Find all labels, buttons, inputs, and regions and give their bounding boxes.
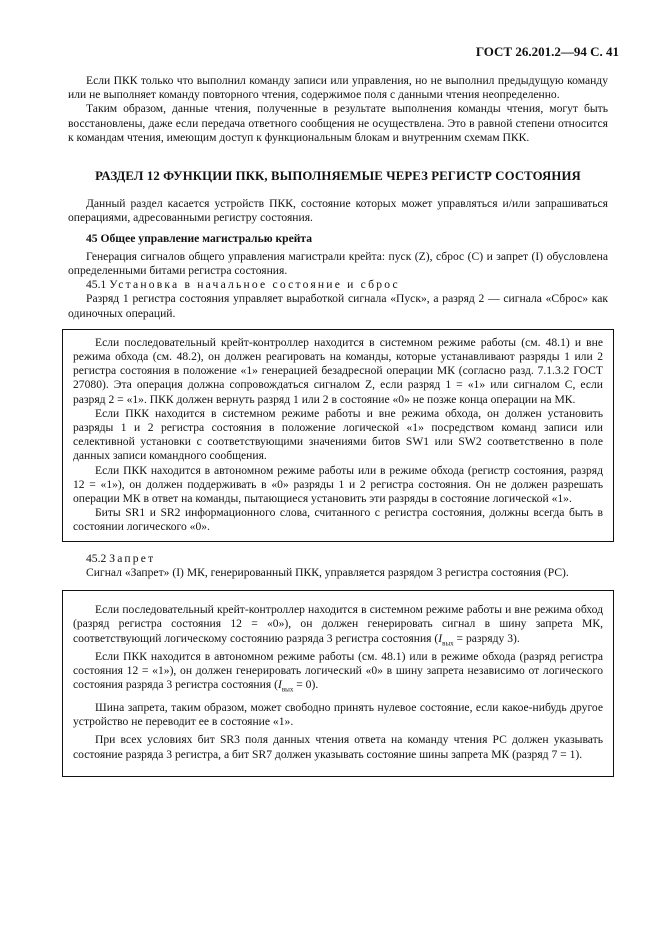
symbol-i: I <box>438 631 443 645</box>
clause-title: Установка в начальное состояние и сброс <box>109 278 400 292</box>
subsection-heading: 45 Общее управление магистралью крейта <box>86 231 313 245</box>
clause-number: 45.2 <box>86 551 107 565</box>
subscript: вых <box>281 685 294 694</box>
paragraph: Если ПКК находится в системном режиме работы и вне режима обхода, он должен установить разряды 1 и 2 регистра состояния в положение логической «1» посредством команд записи или селективной установки с соответствующими значениями битов SW1 или SW2 соответственно в поле данных записи командного сообщения. <box>73 406 603 463</box>
paragraph: Если ПКК находится в автономном режиме работы или в режиме обхода (регистр состояния, разряд 12 = «1»), он должен поддерживать в «0» разряды 1 и 2 регистра состояния. Он не должен разрешать операции МК в ответ на команды, пытающиеся установить эти разряды в состояние логической «1». <box>73 463 603 506</box>
clause-heading <box>68 278 608 292</box>
clause-heading <box>68 552 608 566</box>
paragraph: Таким образом, данные чтения, полученные в результате выполнения команды чтения, могут быть восстановлены, даже если передача ответного сообщения не осуществлена. Это в равной степени относится к командам чтения, имеющим доступ к функциональным блокам и внутренним схемам ПКК. <box>68 102 608 144</box>
paragraph: Если ПКК только что выполнил команду записи или управления, но не выполнил предыдущую команду или не выполняет команду повторного чтения, содержимое поля с данными чтения неопределенно. <box>68 74 608 102</box>
paragraph: Если последовательный крейт-контроллер находится в системном режиме работы и вне режима обход (разряд регистра состояния 12 = «0»), он должен генерировать сигнал в шину запрета МК, соответствующий логическому состоянию разряда 3 регистра состояния ($I_{вых}$ = разряду 3). <box>73 603 603 647</box>
paragraph: При всех условиях бит SR3 поля данных чтения ответа на команду чтения РС должен указывать состояние разряда 3 регистра, а бит SR7 должен указывать состояние шины запрета МК (разряд 7 = 1). <box>73 733 603 761</box>
paragraph: Сигнал «Запрет» (I) МК, генерированный ПКК, управляется разрядом 3 регистра состояния (РС). <box>86 565 569 579</box>
subscript: вых <box>442 638 454 647</box>
clause-title: Запрет <box>109 551 156 565</box>
paragraph: Если ПКК находится в автономном режиме работы (см. 48.1) или в режиме обхода (разряд регистра состояния 12 = «1»), он должен генерировать логический «0» в шину запрета независимо от логического состояния разряда 3 регистра состояния $(I_{вых} = 0)$. <box>73 650 603 694</box>
boxed-text-2 <box>62 590 614 777</box>
symbol-i: I <box>277 678 282 692</box>
paragraph: Биты SR1 и SR2 информационного слова, считанного с регистра состояния, должны всегда быть в состоянии логического «0». <box>73 506 603 534</box>
paragraph: Разряд 1 регистра состояния управляет выработкой сигнала «Пуск», а разряд 2 — сигнала «Сброс» как одиночных операций. <box>68 292 608 320</box>
page-content <box>68 74 608 777</box>
page-header: ГОСТ 26.201.2—94 С. 41 <box>475 44 619 59</box>
paragraph: Если последовательный крейт-контроллер находится в системном режиме работы (см. 48.1) и вне режима обхода (см. 48.2), он должен реагировать на команды, которые устанавливают разряды 1 или 2 регистра состояния в положение «1» генерацией безадресной операции МК (согласно разд. 7.1.3.2 ГОСТ 27080). Эта операция должна сопровождаться сигналом Z, если разряд 1 = «1» или сигналом С, если разряд 2 = «1». ПКК должен вернуть разряд 1 или 2 в состояние «0» не позже конца операции на МК. <box>73 335 603 406</box>
boxed-text-1 <box>62 329 614 542</box>
paragraph: Шина запрета, таким образом, может свободно принять нулевое состояние, если какое-нибудь другое устройство не переводит ее в состояние «1». <box>73 700 603 729</box>
paragraph: Данный раздел касается устройств ПКК, состояние которых может управляться и/или запрашиваться операциями, адресованными регистру состояния. <box>68 197 608 225</box>
clause-number: 45.1 <box>86 278 107 292</box>
paragraph: Генерация сигналов общего управления магистрали крейта: пуск (Z), сброс (С) и запрет (I) обусловлена определенными битами регистра состояния. <box>68 249 608 278</box>
section-title: РАЗДЕЛ 12 ФУНКЦИИ ПКК, ВЫПОЛНЯЕМЫЕ ЧЕРЕЗ РЕГИСТР СОСТОЯНИЯ <box>95 169 581 184</box>
